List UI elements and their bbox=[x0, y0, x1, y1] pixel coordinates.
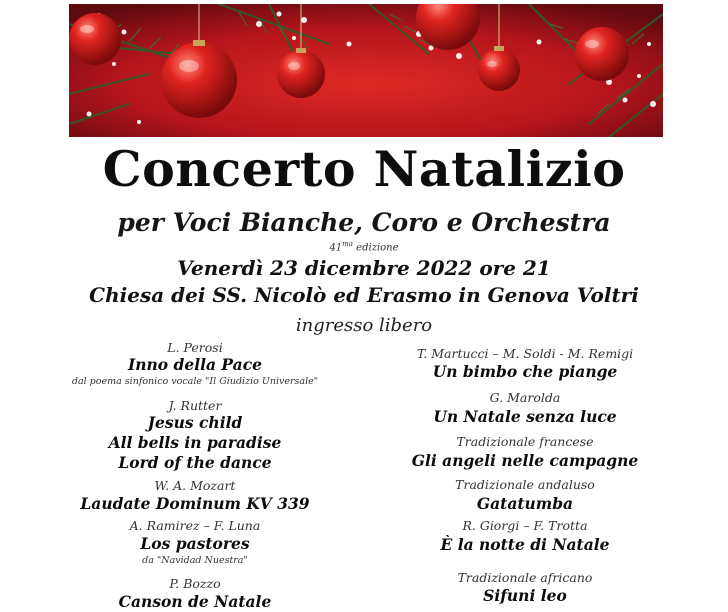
piece-title: All bells in paradise bbox=[108, 433, 282, 452]
composer: J. Rutter bbox=[168, 398, 222, 413]
composer: Tradizionale africano bbox=[457, 570, 593, 585]
composer: T. Martucci – M. Soldi - M. Remigi bbox=[416, 346, 634, 361]
piece-title: Gli angeli nelle campagne bbox=[411, 451, 639, 470]
piece-title: Canson de Natale bbox=[118, 592, 272, 611]
page-title: Concerto Natalizio bbox=[102, 140, 626, 198]
edition-suffix: ma bbox=[342, 240, 353, 248]
composer: W. A. Mozart bbox=[154, 478, 236, 493]
composer: L. Perosi bbox=[167, 340, 223, 355]
composer: Tradizionale andaluso bbox=[455, 477, 595, 492]
piece-title: Un bimbo che piange bbox=[432, 362, 618, 381]
composer: P. Bozzo bbox=[169, 576, 221, 591]
piece-title: È la notte di Natale bbox=[440, 535, 610, 554]
composer: A. Ramirez – F. Luna bbox=[129, 518, 261, 533]
piece-title: Los pastores bbox=[140, 534, 250, 553]
edition-label: edizione bbox=[356, 242, 399, 254]
composer: R. Giorgi – F. Trotta bbox=[462, 518, 588, 533]
piece-title: Jesus child bbox=[147, 413, 243, 432]
piece-note: da "Navidad Nuestra" bbox=[142, 555, 248, 566]
edition-number: 41 bbox=[329, 242, 343, 254]
program-left-column bbox=[10, 0, 380, 612]
event-venue: Chiesa dei SS. Nicolò ed Erasmo in Genova Voltri bbox=[89, 283, 639, 307]
program-right-column bbox=[360, 0, 690, 612]
event-date: Venerdì 23 dicembre 2022 ore 21 bbox=[177, 256, 551, 280]
piece-title: Lord of the dance bbox=[118, 453, 272, 472]
piece-title: Inno della Pace bbox=[127, 355, 263, 374]
piece-title: Sifuni leo bbox=[483, 586, 567, 605]
entry-info: ingresso libero bbox=[295, 315, 433, 336]
subtitle: per Voci Bianche, Coro e Orchestra bbox=[117, 208, 611, 237]
piece-title: Laudate Dominum KV 339 bbox=[80, 494, 310, 513]
piece-title: Gatatumba bbox=[476, 494, 574, 513]
composer: Tradizionale francese bbox=[456, 434, 594, 449]
composer: G. Marolda bbox=[489, 390, 561, 405]
piece-title: Un Natale senza luce bbox=[433, 407, 617, 426]
piece-note: dal poema sinfonico vocale "Il Giudizio Universale" bbox=[71, 376, 319, 387]
